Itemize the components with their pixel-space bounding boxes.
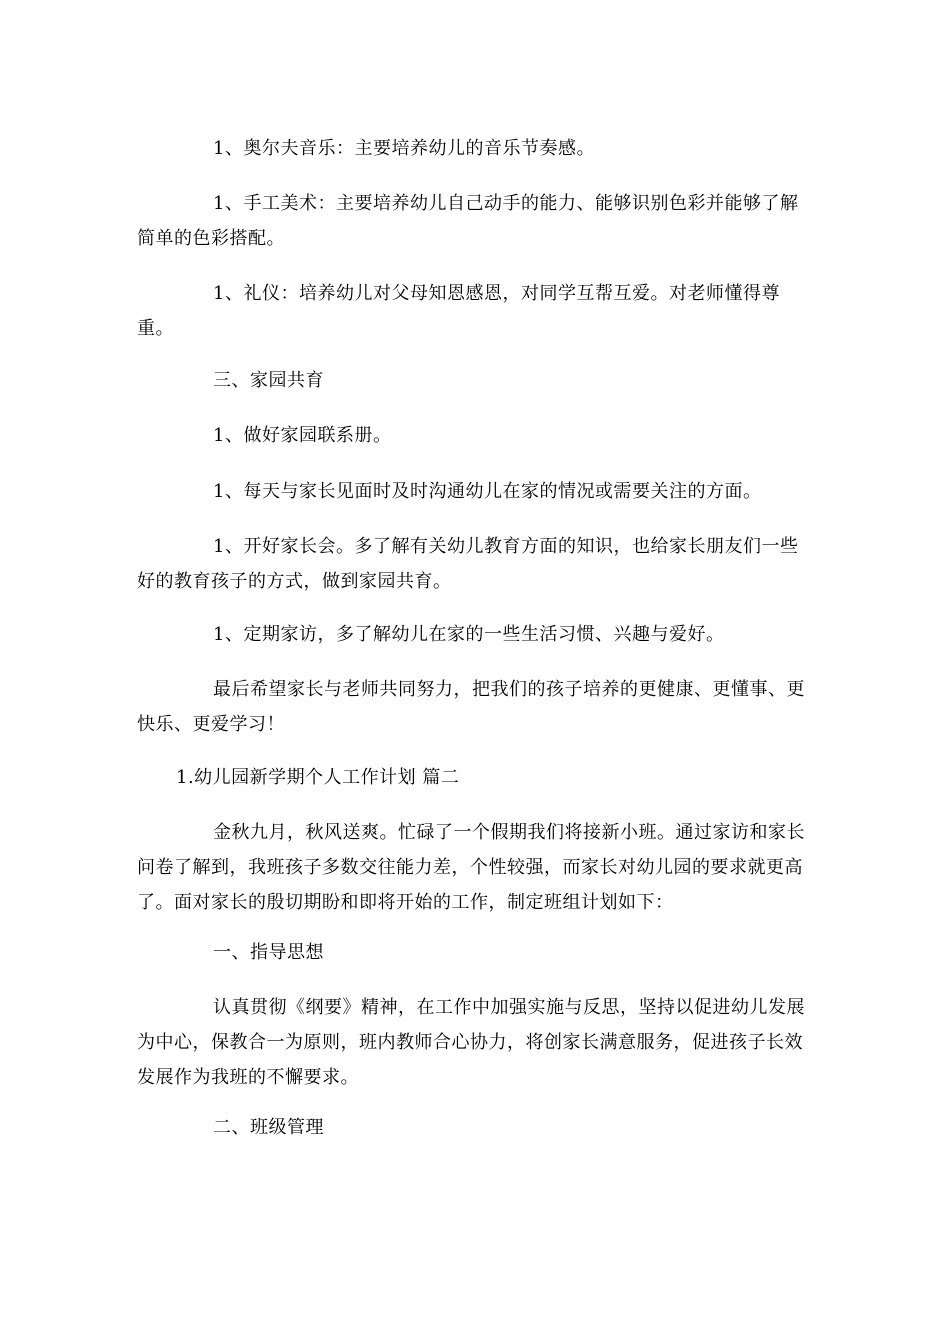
paragraph-orff-music: 1、奥尔夫音乐：主要培养幼儿的音乐节奏感。 [213,138,595,159]
paragraph-etiquette: 1、礼仪：培养幼儿对父母知恩感恩，对同学互帮互爱。对老师懂得尊重。 [137,283,780,339]
paragraph-parent-meeting: 1、开好家长会。多了解有关幼儿教育方面的知识，也给家长朋友们一些好的教育孩子的方式，做到家园共育。 [137,536,799,592]
paragraph-introduction: 金秋九月，秋风送爽。忙碌了一个假期我们将接新小班。通过家访和家长问卷了解到，我班孩子多数交往能力差，个性较强，而家长对幼儿园的要求就更高了。面对家长的殷切期盼和即将开始的工作，制定班组计划如下： [137,822,805,913]
paragraph-handcraft-art: 1、手工美术：主要培养幼儿自己动手的能力、能够识别色彩并能够了解简单的色彩搭配。 [137,193,799,249]
section-heading-class-management: 二、班级管理 [213,1117,324,1138]
article-title-part-two: 1.幼儿园新学期个人工作计划 篇二 [176,767,460,788]
paragraph-home-visit: 1、定期家访，多了解幼儿在家的一些生活习惯、兴趣与爱好。 [213,624,725,645]
paragraph-contact-book: 1、做好家园联系册。 [213,425,392,446]
section-heading-guiding-thought: 一、指导思想 [213,942,324,963]
paragraph-daily-communication: 1、每天与家长见面时及时沟通幼儿在家的情况或需要关注的方面。 [213,481,762,502]
paragraph-guiding-thought: 认真贯彻《纲要》精神，在工作中加强实施与反思，坚持以促进幼儿发展为中心，保教合一为原则，班内教师合心协力，将创家长满意服务，促进孩子长效发展作为我班的不懈要求。 [137,997,805,1088]
paragraph-closing-wish: 最后希望家长与老师共同努力，把我们的孩子培养的更健康、更懂事、更快乐、更爱学习！ [137,679,805,735]
section-heading-home-school: 三、家园共育 [213,370,324,391]
